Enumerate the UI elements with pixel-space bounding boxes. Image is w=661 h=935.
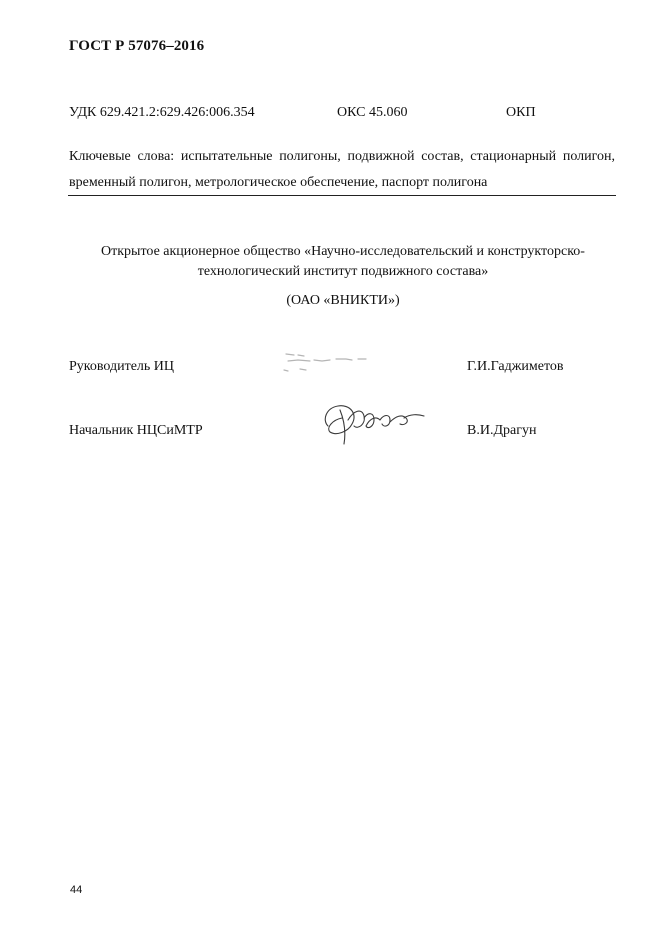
signatory-role-1: Руководитель ИЦ	[69, 359, 175, 374]
signatory-role-2: Начальник НЦСиМТР	[69, 423, 203, 438]
organization-name: Открытое акционерное общество «Научно-исследовательский и конструкторско-технологический институт подвижного состава»	[101, 244, 585, 279]
document-code: ГОСТ Р 57076–2016	[69, 38, 205, 54]
keywords-paragraph: Ключевые слова: испытательные полигоны, подвижной состав, стационарный полигон, временный полигон, метрологическое обеспечение, паспорт полигона	[69, 149, 615, 190]
divider-line	[68, 195, 616, 196]
page-number: 44	[70, 884, 83, 896]
oks-code: ОКС 45.060	[337, 105, 408, 120]
udk-code: УДК 629.421.2:629.426:006.354	[69, 105, 255, 120]
signatory-name-1: Г.И.Гаджиметов	[467, 359, 564, 374]
signatory-name-2: В.И.Драгун	[467, 423, 537, 438]
signature-faint	[280, 350, 375, 376]
organization-abbreviation: (ОАО «ВНИКТИ»)	[286, 293, 400, 308]
okp-code: ОКП	[506, 105, 536, 120]
signature-handwritten	[318, 396, 430, 450]
